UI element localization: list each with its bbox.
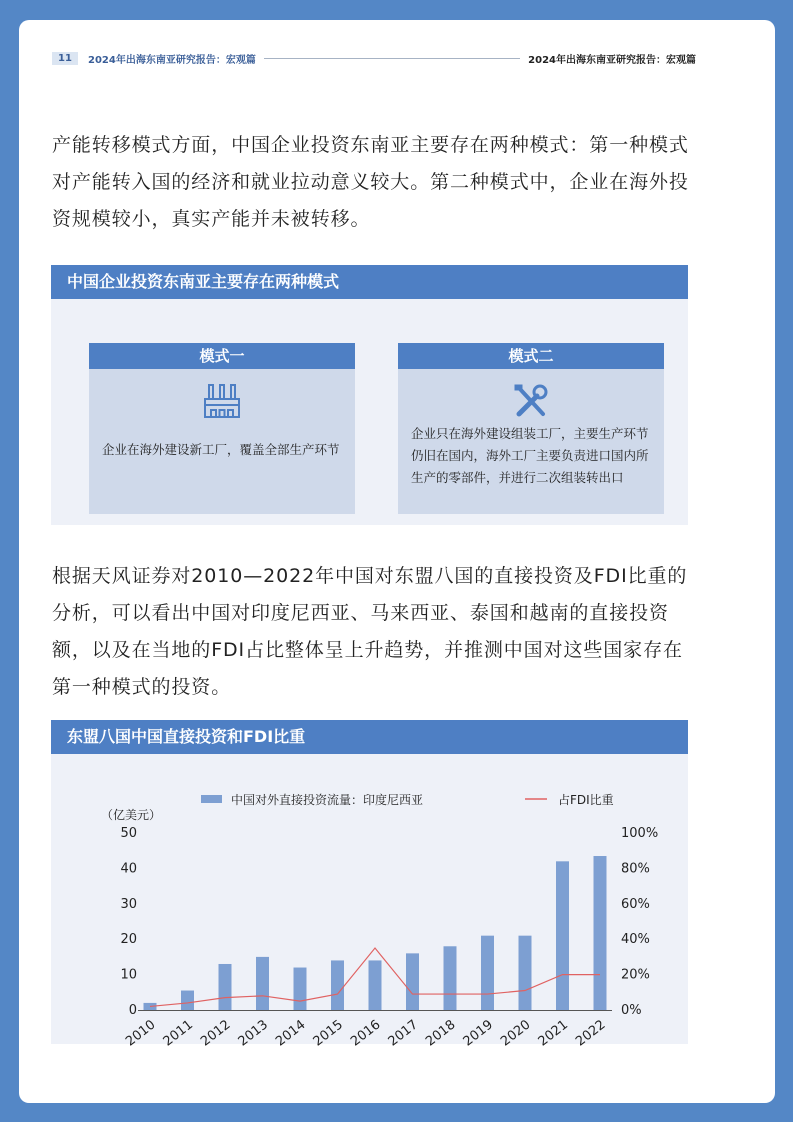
x-tick-label: 2019 [460, 1017, 496, 1050]
investment-bar [444, 946, 457, 1010]
mode-two-title: 模式二 [398, 343, 664, 369]
chart-legend [201, 792, 614, 807]
modes-box-title: 中国企业投资东南亚主要存在两种模式 [51, 265, 688, 299]
y-tick-label: 40 [120, 861, 137, 877]
y2-tick-label: 100% [621, 826, 659, 841]
investment-bar [519, 936, 532, 1010]
x-tick-label: 2013 [235, 1017, 271, 1050]
x-tick-label: 2021 [535, 1017, 571, 1050]
x-tick-label: 2011 [160, 1017, 196, 1050]
investment-bar [256, 957, 269, 1010]
y-axis-label: （亿美元） [101, 808, 162, 822]
mode-two-text: 企业只在海外建设组装工厂，主要生产环节仍旧在国内，海外工厂主要负责进口国内所生产的零部件，并进行二次组装转出口 [411, 426, 649, 485]
chart-box-title: 东盟八国中国直接投资和FDI比重 [51, 720, 688, 754]
y-tick-label: 0 [128, 1003, 137, 1018]
header-left-title: 2024年出海东南亚研究报告：宏观篇 [88, 54, 256, 66]
y2-tick-label: 80% [621, 861, 650, 877]
y-tick-label: 20 [120, 932, 137, 948]
x-tick-label: 2018 [423, 1017, 459, 1050]
legend-line-label: 占FDI比重 [558, 793, 614, 807]
mode-one-text: 企业在海外建设新工厂，覆盖全部生产环节 [102, 442, 340, 457]
legend-bar-swatch [201, 795, 222, 803]
x-tick-label: 2014 [273, 1017, 309, 1050]
x-tick-label: 2015 [310, 1017, 346, 1050]
analysis-paragraph: 根据天风证券对2010—2022年中国对东盟八国的直接投资及FDI比重的分析，可以看出中国对印度尼西亚、马来西亚、泰国和越南的直接投资额，以及在当地的FDI占比整体呈上升趋势，并推测中国对这些国家存在第一种模式的投资。 [52, 565, 688, 698]
y-tick-label: 30 [120, 896, 137, 912]
x-tick-label: 2022 [573, 1017, 609, 1050]
y-tick-label: 50 [120, 826, 137, 841]
x-tick-label: 2020 [498, 1017, 534, 1050]
y2-tick-label: 0% [621, 1003, 642, 1018]
investment-bar [294, 968, 307, 1010]
investment-bar [481, 936, 494, 1010]
investment-bar [369, 960, 382, 1010]
mode-one-title: 模式一 [89, 343, 355, 369]
investment-bar [406, 953, 419, 1010]
y-tick-label: 10 [120, 967, 137, 983]
x-tick-label: 2012 [198, 1017, 234, 1050]
intro-paragraph: 产能转移模式方面，中国企业投资东南亚主要存在两种模式：第一种模式对产能转入国的经济和就业拉动意义较大。第二种模式中，企业在海外投资规模较小，真实产能并未被转移。 [52, 134, 689, 230]
header-right-title: 2024年出海东南亚研究报告：宏观篇 [528, 54, 696, 66]
investment-bar [181, 991, 194, 1010]
y2-tick-label: 20% [621, 967, 650, 983]
page-number: 11 [52, 52, 78, 65]
x-tick-label: 2016 [348, 1017, 384, 1050]
y2-tick-label: 40% [621, 932, 650, 948]
investment-bar [219, 964, 232, 1010]
x-tick-label: 2010 [123, 1017, 159, 1050]
legend-bar-label: 中国对外直接投资流量：印度尼西亚 [231, 793, 424, 807]
y2-tick-label: 60% [621, 896, 650, 912]
investment-bar [594, 856, 607, 1010]
x-tick-label: 2017 [385, 1017, 421, 1050]
investment-bar [556, 861, 569, 1010]
investment-bar [331, 960, 344, 1010]
